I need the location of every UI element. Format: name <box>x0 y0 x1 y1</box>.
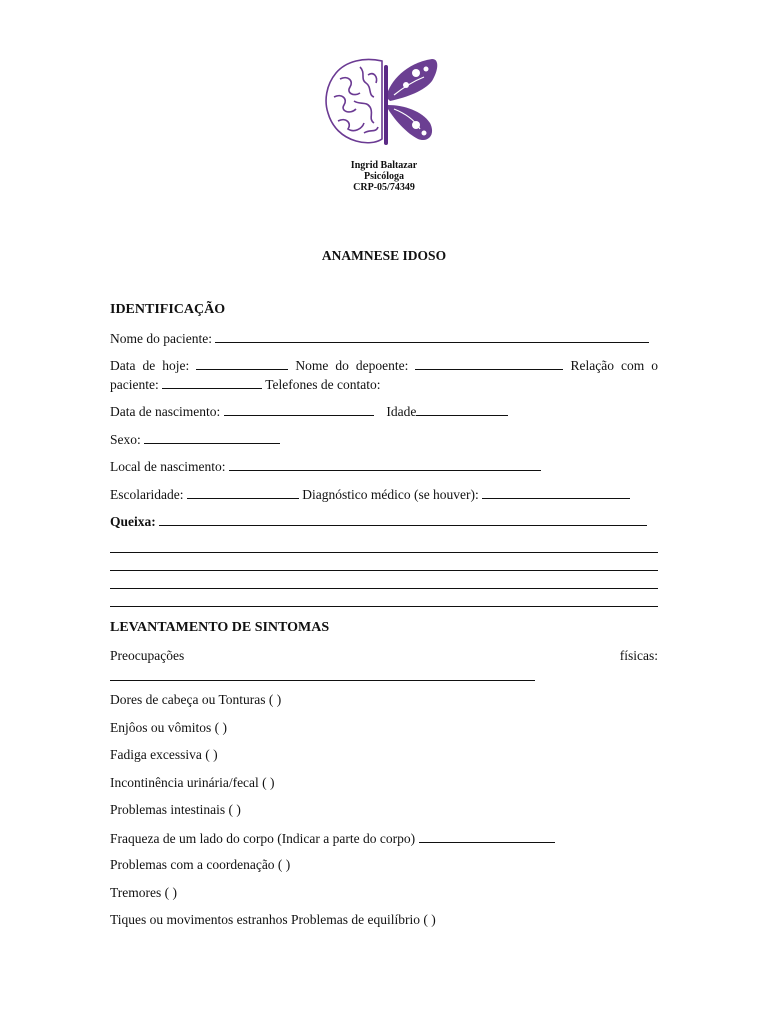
sintoma-item[interactable]: Fadiga excessiva ( ) <box>110 747 218 762</box>
nome-depoente-field[interactable] <box>415 357 563 370</box>
diagnostico-field[interactable] <box>482 486 630 499</box>
local-nascimento-label: Local de nascimento: <box>110 459 226 474</box>
sintoma-item[interactable]: Tremores ( ) <box>110 885 177 900</box>
document-title: ANAMNESE IDOSO <box>321 248 447 263</box>
data-hoje-field[interactable] <box>196 357 288 370</box>
professional-header <box>0 160 768 193</box>
sintoma-item[interactable]: Incontinência urinária/fecal ( ) <box>110 775 275 790</box>
escolaridade-field[interactable] <box>187 486 299 499</box>
sexo-label: Sexo: <box>110 432 141 447</box>
sintoma-item[interactable]: Enjôos ou vômitos ( ) <box>110 720 227 735</box>
fisicas-label: físicas: <box>619 648 658 663</box>
sintoma-item[interactable]: Problemas intestinais ( ) <box>110 802 241 817</box>
preocupacoes-row <box>110 648 658 664</box>
escolaridade-row <box>110 486 630 503</box>
sintoma-item[interactable]: Tiques ou movimentos estranhos Problemas de equilíbrio ( ) <box>110 912 436 927</box>
telefones-label: Telefones de contato: <box>265 377 381 392</box>
data-hoje-label: Data de hoje: <box>110 358 190 373</box>
professional-crp: CRP-05/74349 <box>353 182 415 193</box>
queixa-extra-lines <box>110 537 658 607</box>
nome-paciente-field[interactable] <box>215 330 649 343</box>
professional-name: Ingrid Baltazar <box>350 160 418 171</box>
queixa-line-2[interactable] <box>110 570 658 571</box>
queixa-line-1[interactable] <box>110 552 658 553</box>
data-nascimento-label: Data de nascimento: <box>110 404 221 419</box>
diagnostico-label: Diagnóstico médico (se houver): <box>302 487 479 502</box>
queixa-label: Queixa: <box>110 514 156 529</box>
sintoma-item: Fraqueza de um lado do corpo (Indicar a parte do corpo) <box>110 831 416 846</box>
local-nascimento-row <box>110 458 541 475</box>
nome-paciente-row <box>110 330 649 347</box>
queixa-line-4[interactable] <box>110 606 658 607</box>
queixa-line-3[interactable] <box>110 588 658 589</box>
relacao-label: Relação com o <box>570 358 658 373</box>
data-nascimento-row <box>110 403 508 420</box>
paciente-row <box>110 376 381 393</box>
professional-role: Psicóloga <box>364 171 404 182</box>
logo-graphic <box>320 51 448 149</box>
sintomas-heading: LEVANTAMENTO DE SINTOMAS <box>110 620 330 635</box>
sexo-field[interactable] <box>144 431 280 444</box>
fraqueza-field[interactable] <box>419 830 555 843</box>
preocupacoes-field[interactable] <box>110 668 535 681</box>
paciente-label: paciente: <box>110 377 159 392</box>
fraqueza-row <box>110 830 555 847</box>
relacao-field[interactable] <box>162 376 262 389</box>
sexo-row <box>110 431 280 448</box>
queixa-field[interactable] <box>159 513 647 526</box>
idade-label: Idade <box>386 404 417 419</box>
preocupacoes-label: Preocupações <box>110 648 185 663</box>
data-hoje-row <box>110 357 658 375</box>
data-nascimento-field[interactable] <box>224 403 374 416</box>
sintoma-item[interactable]: Problemas com a coordenação ( ) <box>110 857 291 872</box>
nome-depoente-label: Nome do depoente: <box>295 358 409 373</box>
identificacao-heading: IDENTIFICAÇÃO <box>110 302 226 317</box>
idade-field[interactable] <box>416 403 508 416</box>
local-nascimento-field[interactable] <box>229 458 541 471</box>
escolaridade-label: Escolaridade: <box>110 487 184 502</box>
queixa-row <box>110 513 647 530</box>
brain-butterfly-logo <box>320 51 448 149</box>
nome-paciente-label: Nome do paciente: <box>110 331 212 346</box>
sintoma-item[interactable]: Dores de cabeça ou Tonturas ( ) <box>110 692 282 707</box>
